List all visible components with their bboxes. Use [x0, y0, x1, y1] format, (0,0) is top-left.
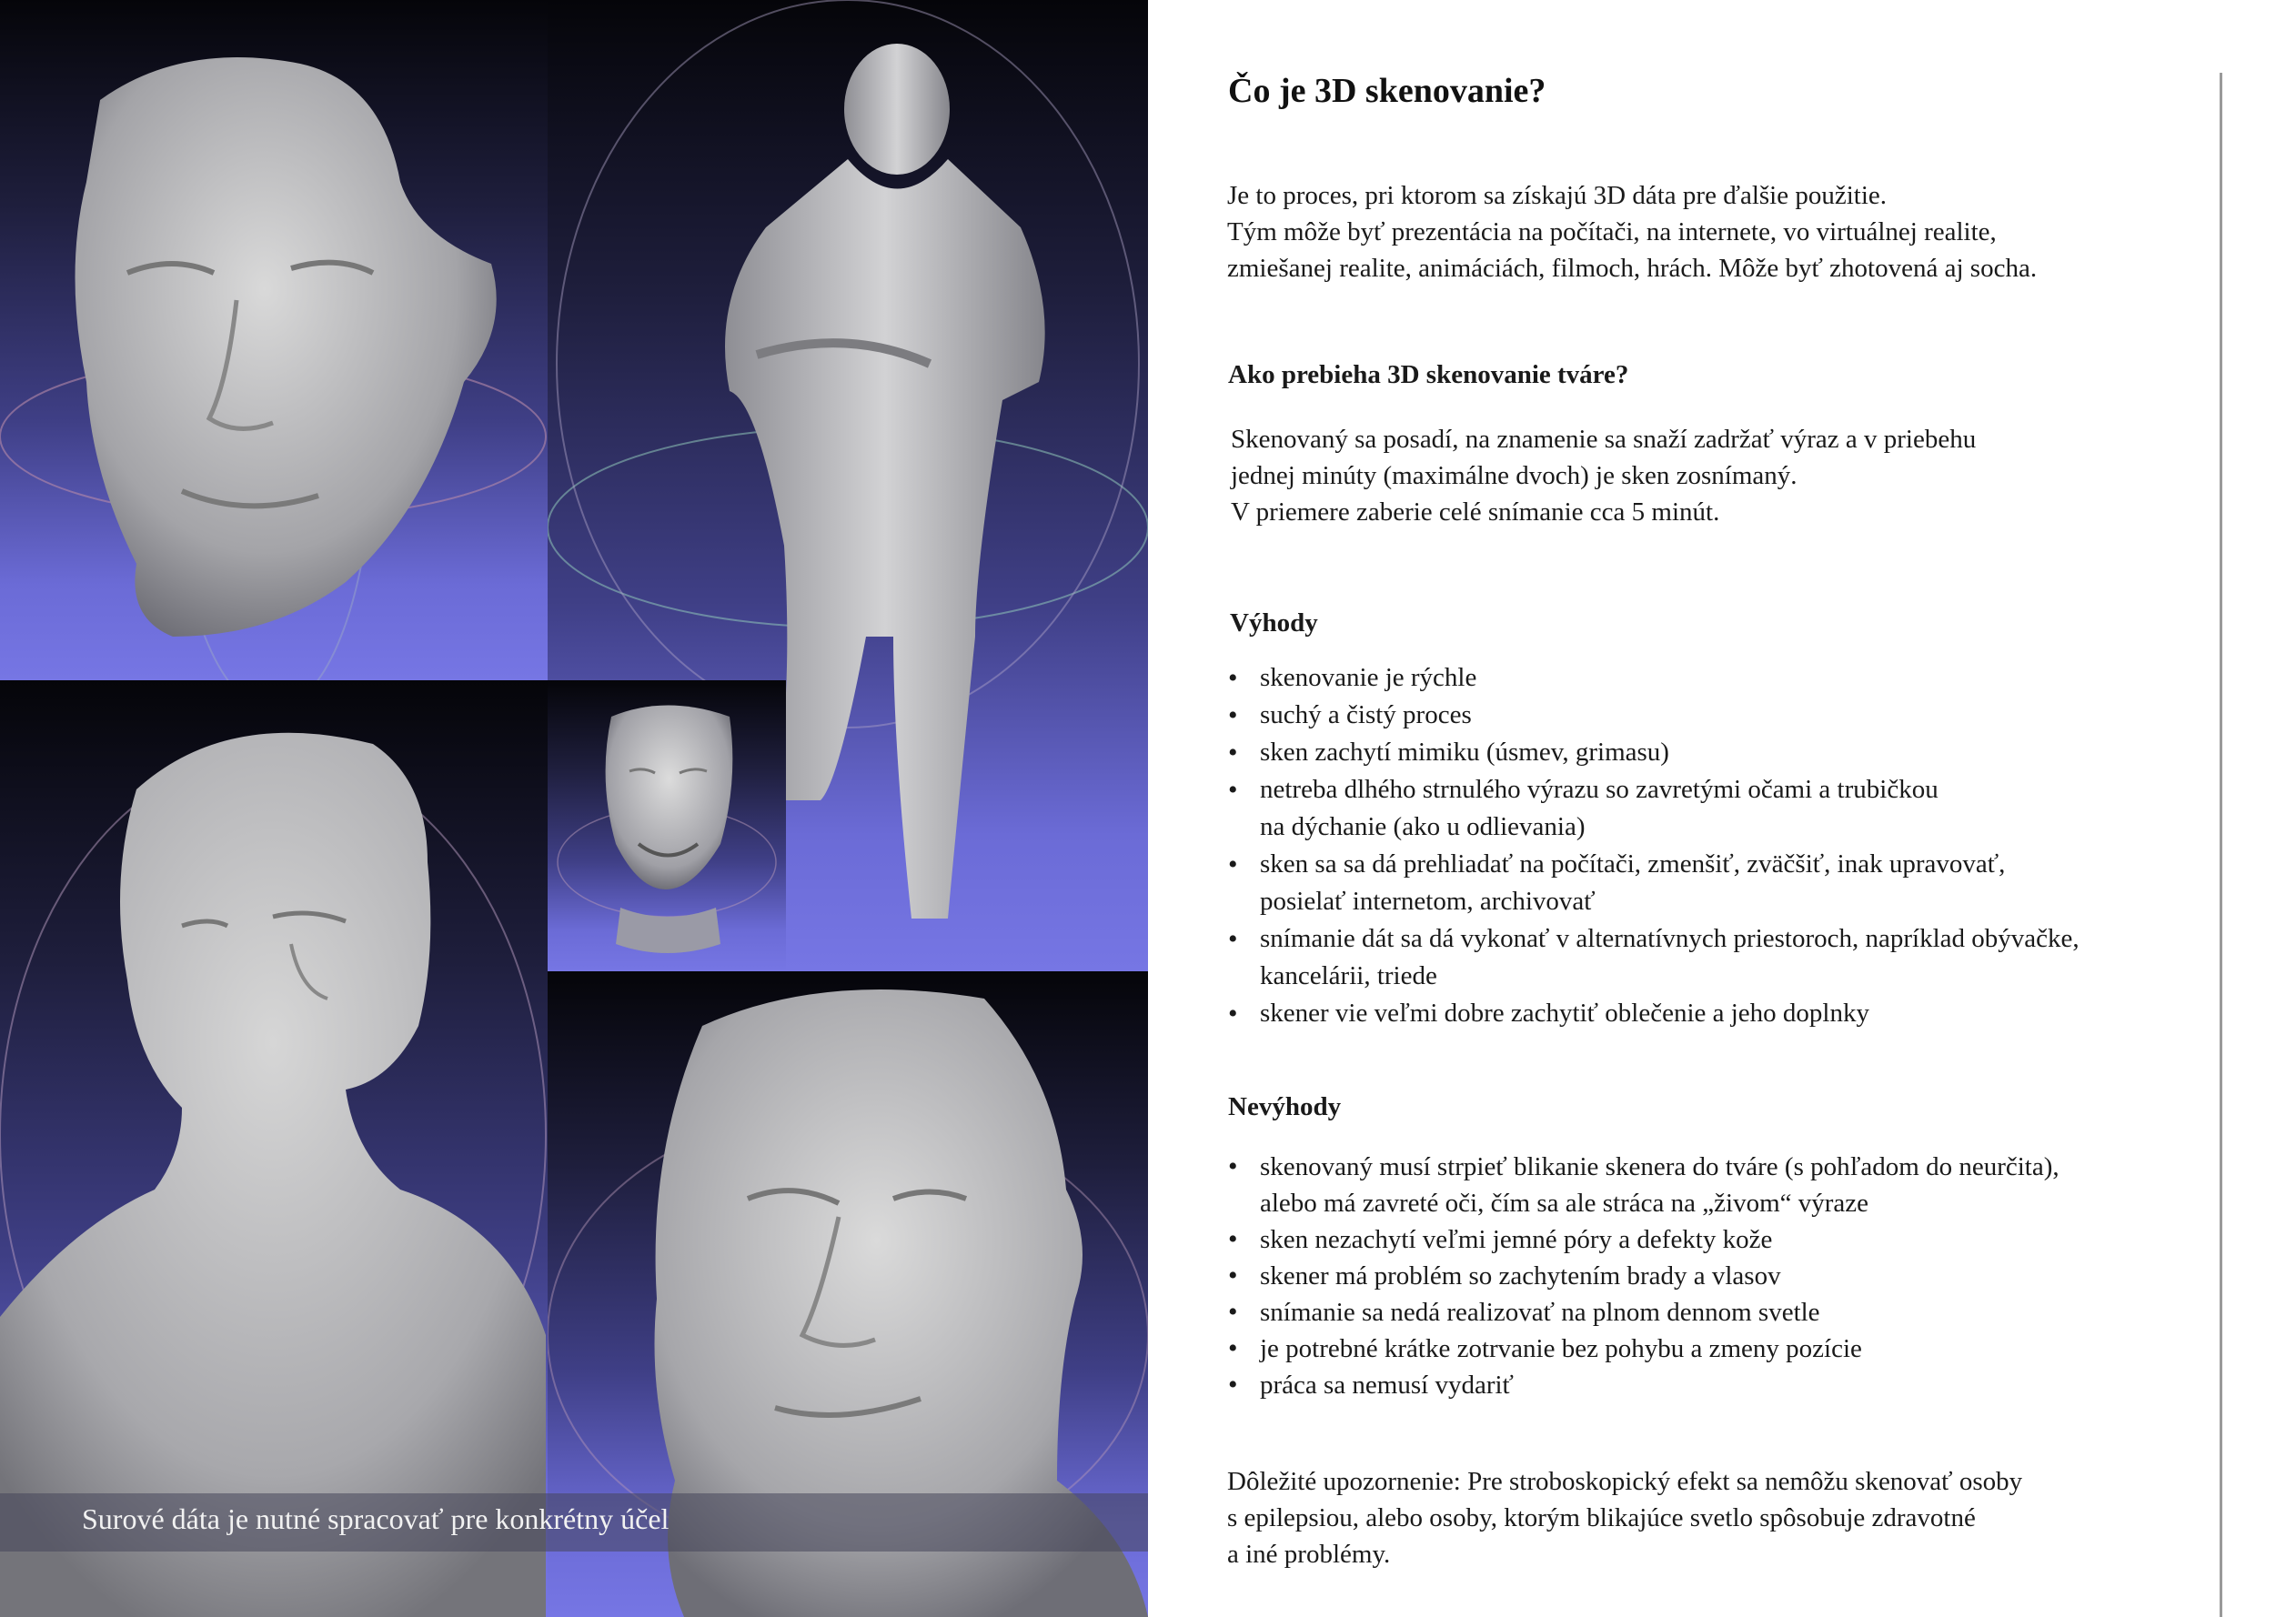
- intro-line: Tým môže byť prezentácia na počítači, na internete, vo virtuálnej realite,: [1227, 217, 1997, 246]
- warning-line: a iné problémy.: [1227, 1540, 1391, 1569]
- warning-paragraph: [1227, 1463, 2022, 1572]
- warning-line: s epilepsiou, alebo osoby, ktorým blikajúce svetlo spôsobuje zdravotné: [1227, 1503, 1976, 1532]
- advantages-heading: Výhody: [1230, 608, 1318, 638]
- list-item: • skenovaný musí strpieť blikanie skenera do tváre (s pohľadom do neurčita), alebo má zavreté oči, čím sa ale stráca na „živom“ výraze: [1228, 1149, 2059, 1221]
- list-item: • snímanie dát sa dá vykonať v alternatívnych priestoroch, napríklad obývačke, kancelárii, triede: [1228, 920, 2079, 995]
- intro-paragraph: [1227, 177, 2037, 286]
- list-item: • netreba dlhého strnulého výrazu so zavretými očami a trubičkou na dýchanie (ako u odlievania): [1228, 771, 2079, 846]
- intro-line: zmiešanej realite, animáciách, filmoch, hrách. Môže byť zhotovená aj socha.: [1227, 254, 2038, 283]
- image-caption: Surové dáta je nutné spracovať pre konkrétny účel: [82, 1502, 670, 1535]
- list-item: • skener má problém so zachytením brady a vlasov: [1228, 1258, 2059, 1294]
- scan-image-smiling-face: [548, 680, 786, 971]
- list-item: • skener vie veľmi dobre zachytiť oblečenie a jeho doplnky: [1228, 995, 2079, 1032]
- list-item: • práca sa nemusí vydariť: [1228, 1367, 2059, 1403]
- intro-line: Je to proces, pri ktorom sa získajú 3D dáta pre ďalšie použitie.: [1227, 181, 1888, 210]
- warning-line: Dôležité upozornenie: Pre stroboskopický efekt sa nemôžu skenovať osoby: [1227, 1467, 2023, 1496]
- scan-image-young-man: [0, 680, 548, 1617]
- list-item: • sken nezachytí veľmi jemné póry a defekty kože: [1228, 1221, 2059, 1258]
- disadvantages-list: [1228, 1149, 2059, 1403]
- list-item: • snímanie sa nedá realizovať na plnom dennom svetle: [1228, 1294, 2059, 1331]
- disadvantages-heading: Nevýhody: [1228, 1092, 1342, 1121]
- process-line: jednej minúty (maximálne dvoch) je sken zosnímaný.: [1231, 461, 1798, 490]
- advantages-list: [1228, 659, 2079, 1032]
- list-item: • skenovanie je rýchle: [1228, 659, 2079, 697]
- process-line: Skenovaný sa posadí, na znamenie sa snaží zadržať výraz a v priebehu: [1231, 425, 1977, 454]
- process-line: V priemere zaberie celé snímanie cca 5 minút.: [1231, 497, 1720, 527]
- scan-image-face-1: [0, 0, 548, 680]
- process-paragraph: [1231, 421, 1976, 530]
- list-item: • suchý a čistý proces: [1228, 697, 2079, 734]
- page-title: Čo je 3D skenovanie?: [1228, 72, 1546, 110]
- process-heading: Ako prebieha 3D skenovanie tváre?: [1228, 360, 1629, 389]
- list-item: • sken sa sa dá prehliadať na počítači, zmenšiť, zväčšiť, inak upravovať, posielať internetom, archivovať: [1228, 846, 2079, 920]
- list-item: • sken zachytí mimiku (úsmev, grimasu): [1228, 734, 2079, 771]
- list-item: • je potrebné krátke zotrvanie bez pohybu a zmeny pozície: [1228, 1331, 2059, 1367]
- right-margin-line: [2220, 73, 2222, 1617]
